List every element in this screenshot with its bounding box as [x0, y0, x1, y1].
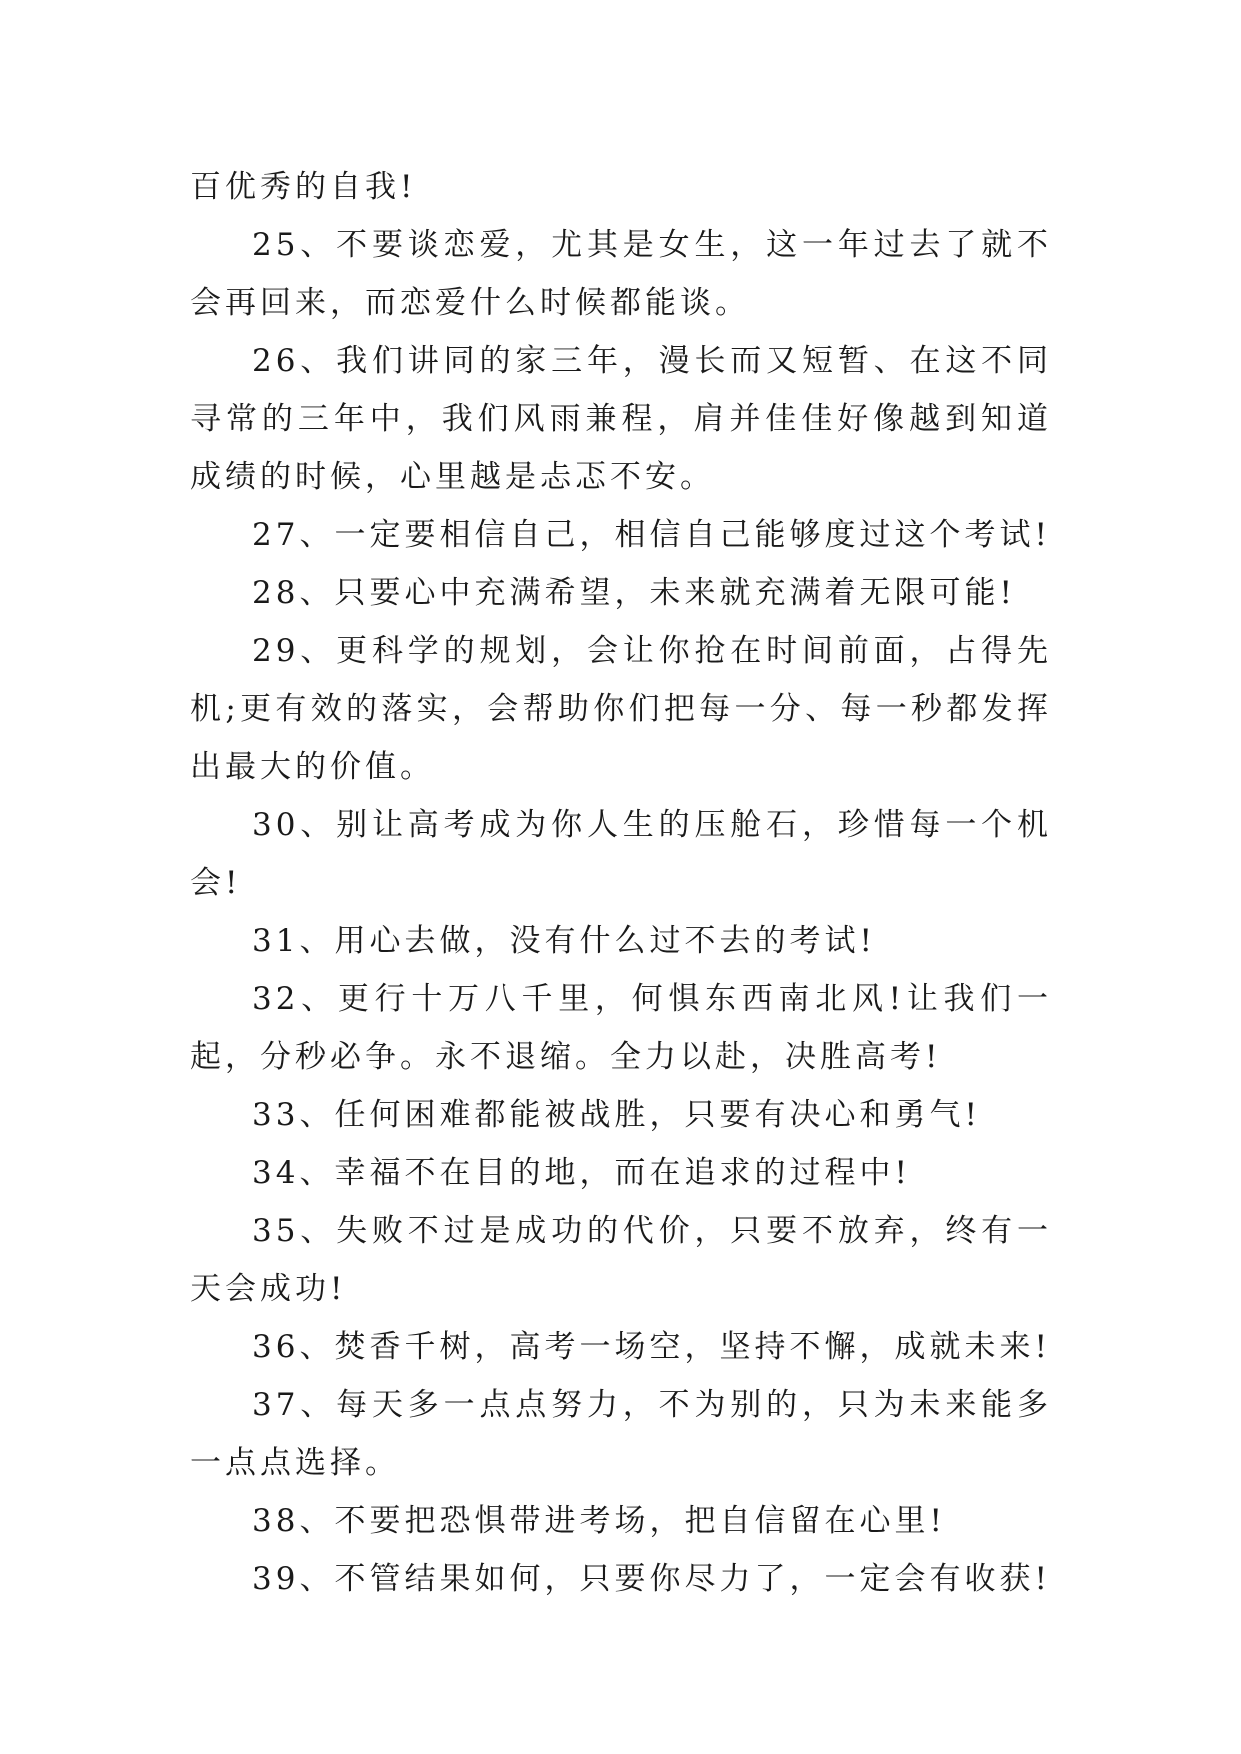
- paragraph: 25、不要谈恋爱，尤其是女生，这一年过去了就不会再回来，而恋爱什么时候都能谈。: [190, 227, 1052, 321]
- paragraph: 29、更科学的规划，会让你抢在时间前面，占得先机;更有效的落实，会帮助你们把每一分、每一秒都发挥出最大的价值。: [190, 633, 1052, 785]
- paragraph: 31、用心去做，没有什么过不去的考试!: [252, 923, 876, 959]
- paragraph: 36、焚香千树，高考一场空，坚持不懈，成就未来!: [252, 1329, 1051, 1365]
- paragraph: 37、每天多一点点努力，不为别的，只为未来能多一点点选择。: [190, 1387, 1052, 1481]
- paragraph: 百优秀的自我!: [190, 169, 417, 205]
- paragraph: 35、失败不过是成功的代价，只要不放弃，终有一天会成功!: [190, 1213, 1052, 1307]
- document-body: [190, 158, 1052, 1608]
- paragraph: 27、一定要相信自己，相信自己能够度过这个考试!: [252, 517, 1051, 553]
- paragraph: 33、任何困难都能被战胜，只要有决心和勇气!: [252, 1097, 981, 1133]
- paragraph: 34、幸福不在目的地，而在追求的过程中!: [252, 1155, 911, 1191]
- paragraph: 32、更行十万八千里，何惧东西南北风!让我们一起，分秒必争。永不退缩。全力以赴，决胜高考!: [190, 981, 1052, 1075]
- paragraph: 39、不管结果如何，只要你尽力了，一定会有收获!: [252, 1561, 1051, 1597]
- paragraph: 38、不要把恐惧带进考场，把自信留在心里!: [252, 1503, 946, 1539]
- paragraph: 26、我们讲同的家三年，漫长而又短暂、在这不同寻常的三年中，我们风雨兼程，肩并佳佳好像越到知道成绩的时候，心里越是忐忑不安。: [190, 343, 1052, 495]
- paragraph: 28、只要心中充满希望，未来就充满着无限可能!: [252, 575, 1016, 611]
- paragraph: 30、别让高考成为你人生的压舱石，珍惜每一个机会!: [190, 807, 1052, 901]
